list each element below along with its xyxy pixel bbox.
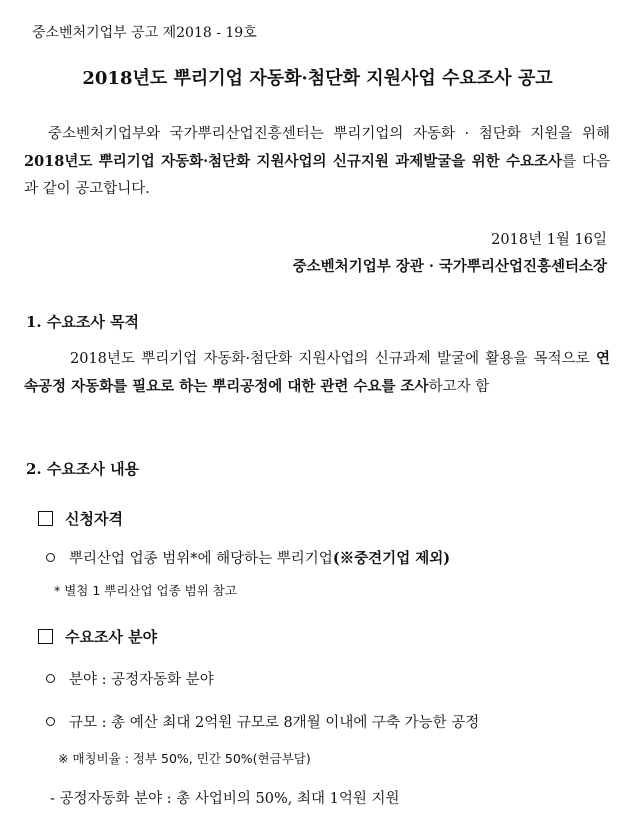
section-2-heading: 2. 수요조사 내용 — [26, 460, 140, 478]
document-title: 2018년도 뿌리기업 자동화·첨단화 지원사업 수요조사 공고 — [82, 68, 553, 89]
checkbox-square-icon — [38, 629, 53, 644]
purpose-bold-text: 연속공정 자동화를 필요로 하는 뿌리공정에 대한 관련 수요를 조사 — [24, 350, 610, 395]
eligibility-bullet-text: 뿌리산업 업종 범위*에 해당하는 뿌리기업 — [69, 551, 333, 567]
notice-number: 중소벤처기업부 공고 제2018 - 19호 — [32, 25, 257, 41]
intro-bold-text: 2018년도 뿌리기업 자동화·첨단화 지원사업의 신규지원 과제발굴을 위한 수요조사 — [24, 153, 563, 170]
field-bullet-1 — [44, 668, 214, 689]
circle-bullet-icon — [46, 717, 55, 726]
field-heading — [38, 626, 157, 647]
field-bullet-2-text: 규모 : 총 예산 최대 2억원 규모로 8개월 이내에 구축 가능한 공정 — [69, 715, 480, 731]
matching-ratio-note: ※ 매칭비율 : 정부 50%, 민간 50%(현금부담) — [58, 751, 311, 766]
notice-date: 2018년 1월 16일 — [491, 232, 607, 248]
eligibility-bullet-bold: (※중견기업 제외) — [332, 550, 451, 567]
eligibility-note: * 별첨 1 뿌리산업 업종 범위 참고 — [54, 583, 237, 598]
issuer: 중소벤처기업부 장관 · 국가뿌리산업진흥센터소장 — [292, 258, 607, 275]
field-bullet-2 — [44, 711, 479, 732]
purpose-paragraph — [24, 345, 610, 401]
purpose-text-end: 하고자 함 — [428, 379, 490, 395]
intro-text-end: 를 다음과 같이 공고합니다. — [24, 154, 610, 197]
support-amount-item: - 공정자동화 분야 : 총 사업비의 50%, 최대 1억원 지원 — [50, 791, 400, 807]
circle-bullet-icon — [46, 674, 55, 683]
eligibility-bullet — [44, 547, 450, 568]
intro-text: 중소벤처기업부와 국가뿌리산업진흥센터는 뿌리기업의 자동화 · 첨단화 지원을 위해 — [48, 126, 610, 142]
section-1-heading: 1. 수요조사 목적 — [26, 313, 140, 331]
eligibility-heading — [38, 508, 123, 529]
eligibility-heading-label: 신청자격 — [65, 510, 123, 528]
intro-paragraph — [24, 121, 610, 203]
purpose-text: 2018년도 뿌리기업 자동화·첨단화 지원사업의 신규과제 발굴에 활용을 목적으로 — [70, 351, 596, 367]
field-heading-label: 수요조사 분야 — [65, 628, 158, 646]
checkbox-square-icon — [38, 511, 53, 526]
circle-bullet-icon — [46, 553, 55, 562]
field-bullet-1-text: 분야 : 공정자동화 분야 — [69, 672, 214, 688]
